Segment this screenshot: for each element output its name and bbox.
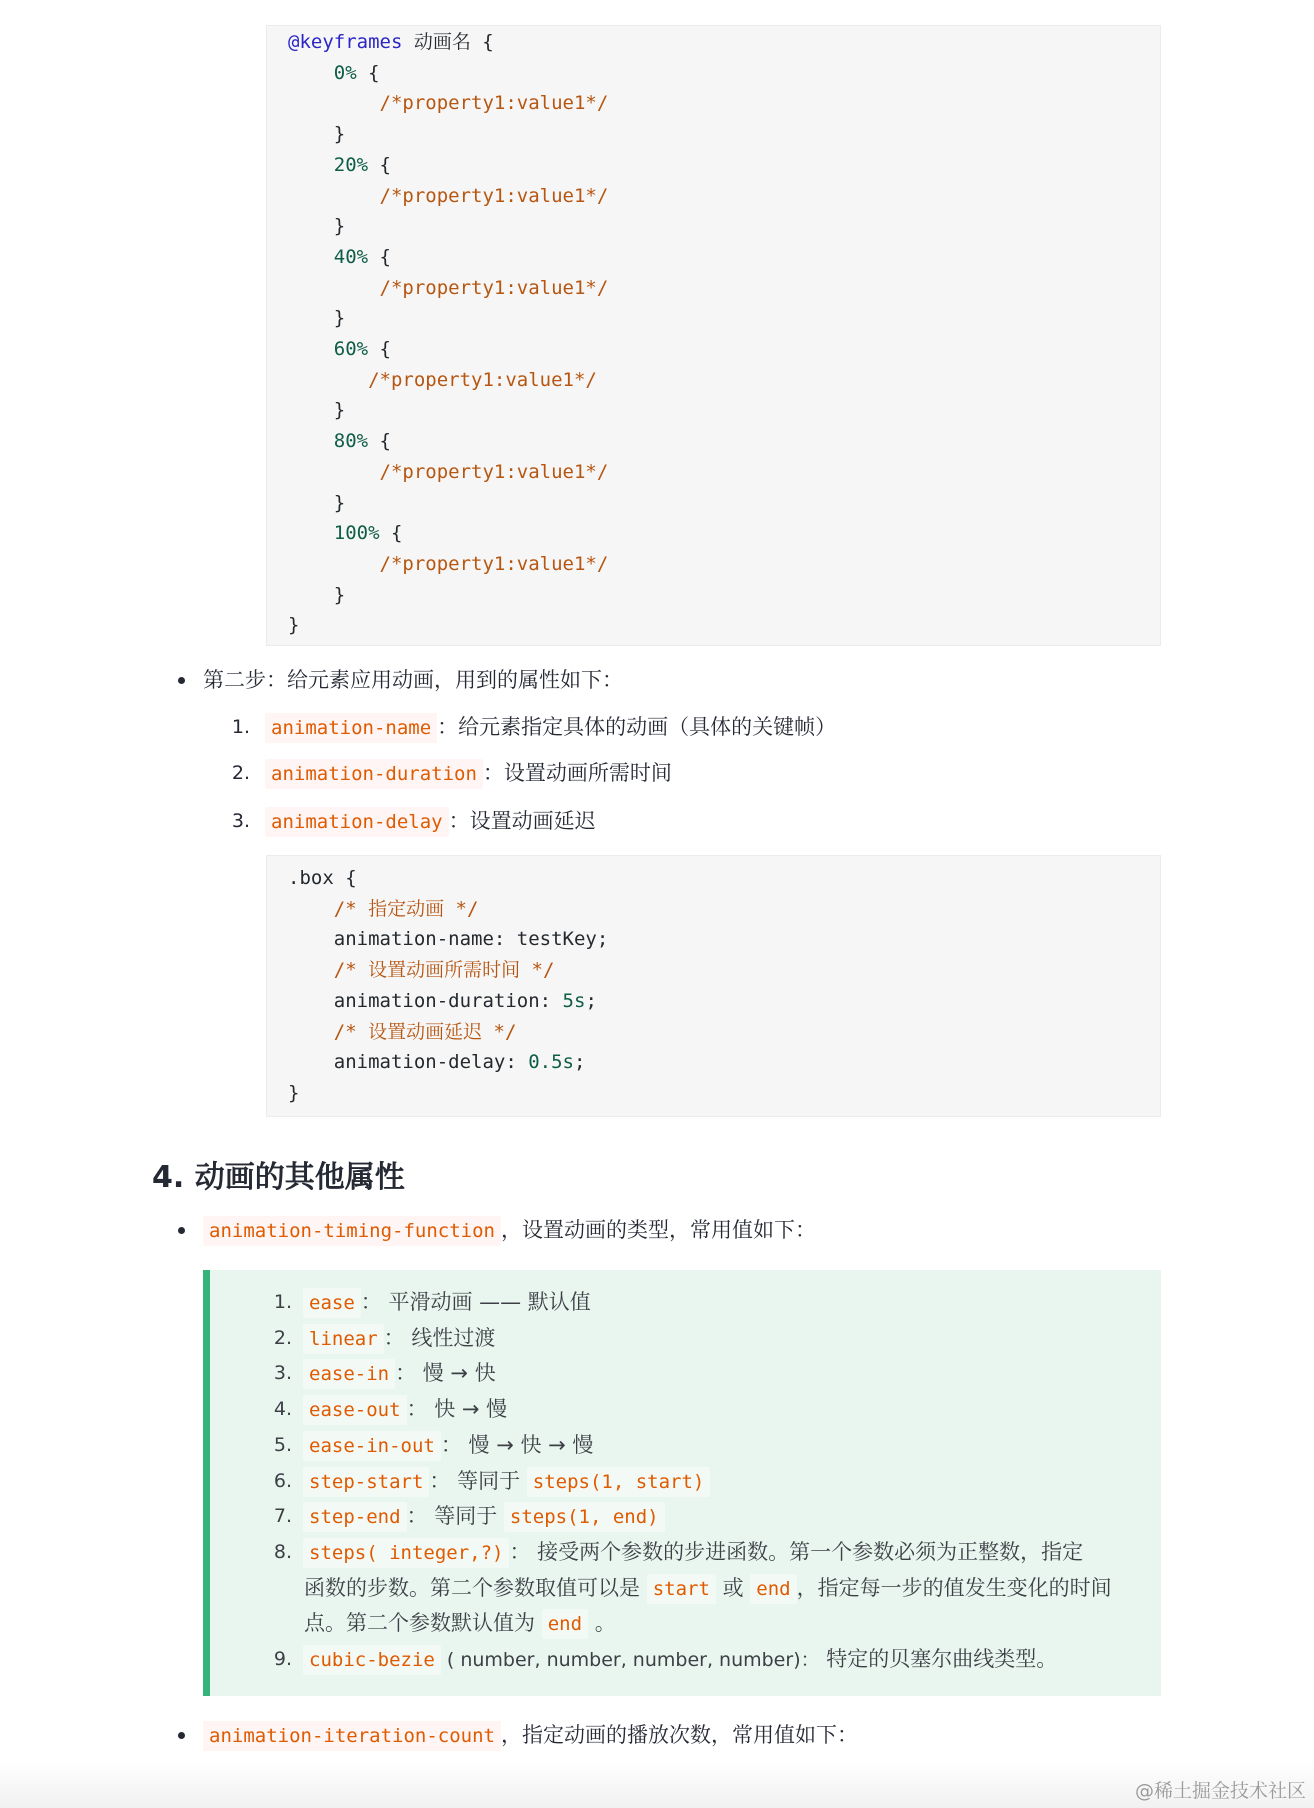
list-item-number: 1. xyxy=(273,1291,292,1313)
code-token: 40% xyxy=(288,245,369,268)
code-token: } xyxy=(288,123,346,146)
list-item-number: 6. xyxy=(273,1470,292,1492)
code-token: { xyxy=(356,61,380,84)
code-token: 60% xyxy=(288,338,369,360)
code-token: /*property1:value1*/ xyxy=(288,184,609,207)
list-item-text: ： 线性过渡 xyxy=(383,1326,496,1350)
list-item xyxy=(303,1466,710,1497)
code-token: { xyxy=(379,522,403,545)
inline-code: animation-timing-function xyxy=(203,1216,501,1246)
code-line xyxy=(288,122,345,146)
list-item-number: 9. xyxy=(273,1648,292,1670)
inline-code: ease-out xyxy=(303,1395,407,1425)
code-line xyxy=(288,337,391,361)
code-line xyxy=(288,61,380,85)
code-line xyxy=(288,613,299,637)
code-token: /*property1:value1*/ xyxy=(288,276,609,299)
code-line xyxy=(288,989,597,1013)
code-token: /*property1:value1*/ xyxy=(288,552,609,575)
list-item-text: 点。第二个参数默认值为 xyxy=(304,1611,542,1635)
code-token: } xyxy=(288,1081,300,1104)
list-item-text: 或 xyxy=(715,1576,751,1600)
list-item-text: 。 xyxy=(588,1611,616,1635)
code-token: 0% xyxy=(288,61,357,84)
list-item-number: 2. xyxy=(273,1327,292,1349)
list-item xyxy=(304,1608,616,1639)
code-token: 0.5s xyxy=(528,1051,574,1074)
code-line xyxy=(288,276,608,300)
code-line xyxy=(288,184,608,208)
list-item-number: 1. xyxy=(231,716,250,738)
list-item xyxy=(265,758,672,789)
code-token: ; xyxy=(573,1051,586,1074)
inline-code: linear xyxy=(303,1324,384,1354)
code-token: { xyxy=(368,245,391,268)
code-line xyxy=(288,521,402,545)
code-line xyxy=(288,429,391,453)
inline-code: animation-iteration-count xyxy=(203,1721,501,1751)
list-item-text: ： 平滑动画 —— 默认值 xyxy=(360,1290,591,1314)
list-item xyxy=(303,1394,507,1425)
code-token: ; xyxy=(585,989,597,1012)
inline-code: step-start xyxy=(303,1467,429,1497)
code-line xyxy=(288,306,345,330)
code-line xyxy=(288,1020,516,1044)
code-token: animation-name: testKey; xyxy=(288,928,609,951)
list-item xyxy=(303,1644,1057,1675)
code-token: } xyxy=(288,583,346,606)
list-item-text: ，指定每一步的值发生变化的时间 xyxy=(796,1576,1112,1600)
code-token: 80% xyxy=(288,430,369,453)
code-token: /*property1:value1*/ xyxy=(288,368,597,391)
list-item-number: 7. xyxy=(273,1505,292,1527)
list-item xyxy=(303,1287,591,1318)
list-item-text: ： 等同于 xyxy=(429,1469,527,1493)
list-item-number: 3. xyxy=(231,810,250,832)
inline-code: start xyxy=(647,1574,716,1604)
code-line xyxy=(288,30,494,54)
code-token: } xyxy=(288,307,346,330)
inline-code: ease-in xyxy=(303,1359,395,1389)
timing-intro-text: ，设置动画的类型，常用值如下： xyxy=(500,1218,816,1242)
code-token: } xyxy=(288,491,346,514)
code-line xyxy=(288,927,608,951)
code-block-box xyxy=(266,855,1161,1117)
list-item-text: ： 慢 → 快 → 慢 xyxy=(440,1433,594,1457)
code-token: 5s xyxy=(562,989,586,1012)
list-item-text: ： 快 → 慢 xyxy=(406,1397,508,1421)
iteration-intro-text: ，指定动画的播放次数，常用值如下： xyxy=(500,1723,858,1747)
code-line xyxy=(288,491,345,515)
code-token: { xyxy=(368,338,391,360)
list-item xyxy=(304,1573,1112,1604)
list-item-text: 函数的步数。第二个参数取值可以是 xyxy=(304,1576,647,1600)
code-line xyxy=(288,583,345,607)
code-token: 动画名 { xyxy=(402,31,494,53)
param-signature: ( number, number, number, number)： xyxy=(440,1649,820,1671)
code-token: 20% xyxy=(288,153,369,176)
code-line xyxy=(288,897,478,921)
inline-code: animation-delay xyxy=(265,807,449,837)
list-item-number: 3. xyxy=(273,1362,292,1384)
code-token: 100% xyxy=(288,522,380,545)
list-item-text: 特定的贝塞尔曲线类型。 xyxy=(819,1647,1058,1671)
inline-code: steps(1, start) xyxy=(527,1467,711,1497)
footer-bar xyxy=(0,1760,1314,1808)
list-item-number: 5. xyxy=(273,1434,292,1456)
inline-code: steps(1, end) xyxy=(504,1502,665,1532)
list-item xyxy=(265,712,836,743)
code-token: /*property1:value1*/ xyxy=(288,460,609,483)
list-item-text: ：设置动画所需时间 xyxy=(482,761,672,785)
watermark: @稀土掘金技术社区 xyxy=(1134,1780,1306,1802)
bullet-dot xyxy=(178,1227,185,1234)
code-token: { xyxy=(368,153,391,176)
section-heading: 4. 动画的其他属性 xyxy=(152,1160,405,1195)
list-item xyxy=(303,1537,1083,1568)
inline-code: cubic-bezie xyxy=(303,1645,441,1675)
code-line xyxy=(288,153,391,177)
code-token: } xyxy=(288,215,346,238)
bullet-dot xyxy=(178,677,185,684)
inline-code: steps( integer,?) xyxy=(303,1538,509,1568)
inline-code: animation-duration xyxy=(265,759,483,789)
list-item-number: 4. xyxy=(273,1398,292,1420)
code-token: /* 指定动画 */ xyxy=(288,897,479,920)
list-item xyxy=(303,1501,665,1532)
code-token: /* 设置动画所需时间 */ xyxy=(288,959,555,982)
list-item-number: 2. xyxy=(231,762,250,784)
inline-code: ease-in-out xyxy=(303,1431,441,1461)
code-token: animation-duration: xyxy=(288,989,563,1012)
inline-code: step-end xyxy=(303,1502,407,1532)
bullet-dot xyxy=(178,1732,185,1739)
code-line xyxy=(288,552,608,576)
list-item-number: 8. xyxy=(273,1541,292,1563)
timing-intro xyxy=(203,1215,816,1246)
code-block-keyframes xyxy=(266,25,1161,646)
inline-code: animation-name xyxy=(265,713,437,743)
code-token: .box { xyxy=(288,867,357,889)
code-line xyxy=(288,245,391,269)
step2-text: 第二步：给元素应用动画，用到的属性如下： xyxy=(203,668,623,692)
code-line xyxy=(288,214,345,238)
inline-code: end xyxy=(542,1609,588,1639)
inline-code: end xyxy=(750,1574,796,1604)
list-item-text: ： 等同于 xyxy=(406,1504,504,1528)
list-item xyxy=(303,1430,593,1461)
iteration-intro xyxy=(203,1720,858,1751)
timing-values-blockquote xyxy=(203,1270,1161,1696)
code-token: /* 设置动画延迟 */ xyxy=(288,1020,517,1043)
code-line xyxy=(288,958,554,982)
code-token: /*property1:value1*/ xyxy=(288,92,609,115)
code-line xyxy=(288,1081,299,1105)
code-line xyxy=(288,398,345,422)
code-line xyxy=(288,368,597,392)
inline-code: ease xyxy=(303,1288,361,1318)
list-item xyxy=(265,806,596,837)
code-line xyxy=(288,460,608,484)
code-token: @keyframes xyxy=(288,31,403,53)
code-token: } xyxy=(288,614,300,637)
list-item-text: ：设置动画延迟 xyxy=(448,809,596,833)
code-token: { xyxy=(368,430,391,453)
code-token: animation-delay: xyxy=(288,1051,529,1074)
code-line xyxy=(288,866,357,890)
list-item-text: ：给元素指定具体的动画（具体的关键帧） xyxy=(437,715,837,739)
list-item xyxy=(303,1358,496,1389)
code-token: } xyxy=(288,399,346,422)
list-item-text: ： 接受两个参数的步进函数。第一个参数必须为正整数，指定 xyxy=(509,1540,1084,1564)
code-line xyxy=(288,91,608,115)
list-item-text: ： 慢 → 快 xyxy=(395,1361,496,1385)
list-item xyxy=(303,1323,495,1354)
code-line xyxy=(288,1050,585,1074)
